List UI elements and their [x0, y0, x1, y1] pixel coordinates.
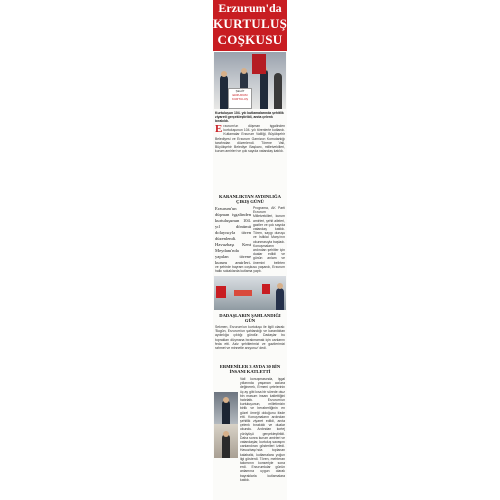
- intro-paragraph: [215, 124, 285, 190]
- official-head: [223, 431, 229, 437]
- plaque-title: ŞEHİT: [235, 89, 245, 93]
- speaker-figure: [276, 288, 284, 310]
- flag: [216, 286, 226, 298]
- flag: [252, 54, 266, 74]
- official-head: [223, 397, 229, 403]
- person-head: [221, 71, 227, 77]
- banner-line-1: Erzurum'da: [218, 1, 282, 15]
- memorial-plaque: [228, 88, 252, 109]
- banner-line-3: COŞKUSU: [217, 32, 283, 47]
- banner-line-2: KURTULUŞ: [213, 16, 287, 31]
- headline-banner: [213, 0, 287, 51]
- person-figure: [274, 73, 282, 109]
- official-photo: [214, 392, 238, 424]
- article-headline: ERMENİLER 3 AYDA 30 BİN İNSANI KATLETTİ: [219, 364, 281, 374]
- article-text: Vali konuşmasında, işgal yıllarında yaşanan acılara değinerek, Ermeni çetelerinin üç ay gibi kısa bir sürede otuz bin masum insanı katlettiğini hatırlattı. Erzurum'un kurtuluşunun, milletimizin birlik ve beraberliğinin en güzel örneği olduğunu ifade etti. Konuşmaların ardından şehitlik ziyaret edildi, anıta çelenk bırakıldı ve dualar okundu. Ardından kortej yürüyüşü gerçekleştirildi. Daha sonra kurum amirleri ve vatandaşlar, kurtuluş savaşını canlandıran gösterileri izledi. Havuzbaşı'nda toplanan kalabalık, kutlamalara yoğun ilgi gösterdi. Tören, mehteran takımının konseriyle sona erdi. Erzurumlular günün anlamına uygun olarak bayraklarla kutlamalara katıldı.: [240, 377, 285, 482]
- speaker-head: [277, 283, 283, 289]
- crowd-photo: [214, 276, 286, 310]
- article-headline: DADAŞLARIN ŞAHLANDIĞI GÜN: [219, 313, 281, 323]
- plaque-text: ERZURUM KURTULUŞ: [231, 93, 249, 101]
- person-figure: [220, 75, 228, 109]
- person-head: [241, 68, 247, 74]
- flag: [262, 284, 270, 294]
- person-figure: [260, 69, 268, 109]
- official-figure: [222, 400, 230, 424]
- banner-strip: [234, 290, 252, 296]
- intro-text: rzurum'un düşman işgalinden kurtuluşunun 104. yılı törenlerle kutlandı. Kutlamalar Erzurum Valiliği, Büyükşehir Belediyesi ve Erzurum Garnizon Komutanlığı tarafından düzenlendi. Törene Vali, Büyükşehir Belediye Başkanı, milletvekilleri, kurum amirleri ve çok sayıda vatandaş katıldı.: [215, 124, 285, 154]
- newspaper-column: [213, 0, 287, 500]
- article-tail: ve şehirde bayram coşkusu yaşandı, Erzurum halkı sokaklarda kutlama yaptı.: [215, 265, 285, 274]
- article-right-column: Programa, AK Parti Erzurum Milletvekilleri, kurum amirleri, şehit aileleri, gaziler ve çok sayıda vatandaş katıldı. Tören, saygı duruşu ve İstiklal Marşı'nın okunmasıyla başladı. Konuşmaların ardından şehitler için dualar edildi ve günün anlam ve önemini belirten: [253, 206, 285, 264]
- article-lead: Erzurum'un düşman işgalinden kurtuluşunun 104. yıl dönümü dolayısıyla tören düzenlendi. Havuzbaşı Kent Meydanı'nda yapılan törene kurum amirleri,: [215, 206, 251, 264]
- dropcap: E: [215, 124, 223, 135]
- article-headline: KARANLIKTAN AYDINLIĞA ÇIKIŞ GÜNÜ: [219, 194, 281, 204]
- article-text: Sekmen, Erzurum'un kurtuluşu ile ilgili olarak: 'Bugün, Erzurum'un şahlandığı ve karanlıktan aydınlığa çıktığı gündür. Dadaşlar bu toprakları düşmana bırakmamak için canlarını feda etti. Aziz şehitlerimizi ve gazilerimizi rahmet ve minnetle anıyoruz' dedi.: [215, 325, 285, 351]
- ceremony-photo: [214, 52, 286, 109]
- official-figure: [222, 434, 230, 458]
- official-photo-2: [214, 424, 238, 458]
- photo-caption: Kurtuluşun 104. yılı kutlamalarında şehitlik ziyareti gerçekleştirildi, anıta çelenk bırakıldı.: [215, 111, 284, 124]
